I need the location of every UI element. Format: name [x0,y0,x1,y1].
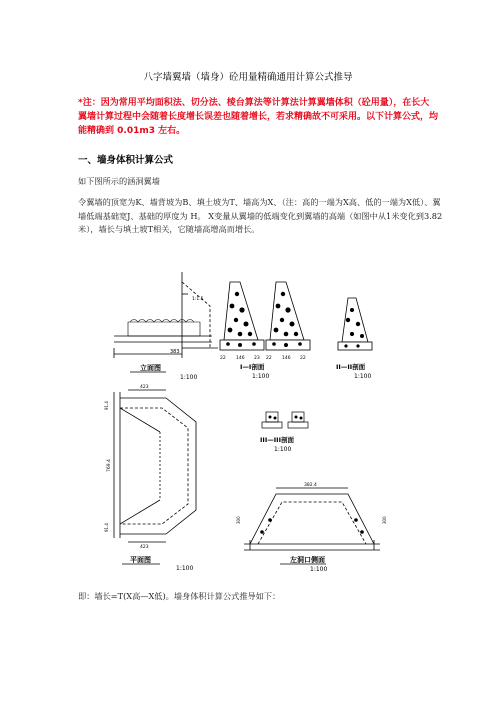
section-2-title: II—II剖面 [336,363,366,371]
section-2-dim-a: 22 [266,356,272,361]
section-2-shape [266,282,310,350]
inlet-title: 左洞口侧面 [290,556,325,564]
small-sections-hatch [269,416,303,420]
small-sections [262,412,308,428]
section-1-title: I—I剖面 [240,363,265,371]
section-1-dim-b: 146 [236,356,245,361]
inlet-scale: 1:100 [310,566,328,573]
elevation-dim-383: 383 [170,349,180,355]
inlet-dim-right: 300 [382,516,387,524]
inlet-dim-top: 382.4 [304,483,317,488]
document-title: 八字墙翼墙（墙身）砼用量精确通用计算公式推导 [143,72,353,83]
section-1-dim-c: 23 [254,356,260,361]
elevation-title: 立面图 [140,364,161,372]
inlet-dim-left: 300 [236,516,241,524]
section-3-scale: 1:100 [274,446,292,453]
section-3-title: III—III剖面 [260,436,295,444]
section-2-scale: 1:100 [354,373,372,380]
section-1-scale: 1:100 [252,373,270,380]
section-1-shape [220,282,264,350]
plan-dim-lower: 91.4 [104,523,109,532]
wing-wall-drawing [100,262,400,578]
section-heading: 一、墙身体积计算公式 [78,155,174,166]
inlet-view [244,488,380,550]
elevation-scale: 1:100 [180,374,198,381]
elevation-view [114,272,218,358]
plan-dim-length: 769.4 [107,459,112,472]
formula-line: 即：墙长=T(X高—X低)。墙身体积计算公式推导如下： [78,591,281,601]
section-2-dim-c: 22 [300,356,306,361]
plan-dim-upper: 91.4 [104,401,109,410]
plan-scale: 1:100 [176,565,194,572]
section-3-shape [338,298,372,350]
section-1-dim-a: 22 [220,356,226,361]
plan-dim-top: 423 [140,385,149,390]
plan-dim-bottom: 423 [140,545,149,550]
definition-paragraph: 令翼墙的顶宽为K、墙背坡为B、填土坡为T、墙高为X、（注：高的一端为X高、低的一端为X低）、翼墙低端基础宽J、基础的厚度为 H。 X变量从翼墙的低端变化到翼墙的高端（如图中从1米变化到3.82米），墙长与填土坡T相关，它随墙高增高而增长。 [78,197,443,234]
inlet-hatch [260,518,364,534]
section-2-dim-b: 146 [282,356,291,361]
elevation-slope-label: 1:1.5 [192,297,204,302]
accuracy-note: *注：因为常用平均面积法、切分法、棱台算法等计算法计算翼墙体积（砼用量），在长大翼墙计算过程中会随着长度增长误差也随着增长，若求精确故不可采用。以下计算公式，均能精确到 0.01m3 左右。 [78,98,439,136]
intro-text: 如下图所示的涵洞翼墙 [78,176,160,186]
plan-view [114,390,196,542]
plan-title: 平面图 [130,556,151,564]
